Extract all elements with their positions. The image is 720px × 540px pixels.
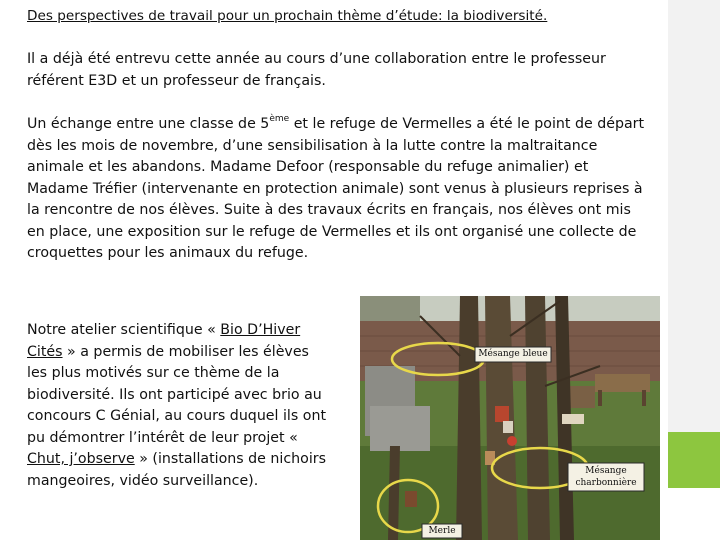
garden-birdhouse-photo xyxy=(360,296,660,540)
paragraph-refuge-exchange xyxy=(27,114,652,265)
side-bar-green-accent xyxy=(668,432,720,488)
project-name-bio-dhiver-cites: Bio D’Hiver Cités xyxy=(27,322,301,360)
project-name-chut-jobserve: Chut, j’observe xyxy=(27,451,135,467)
paragraph-refuge-text-start: Un échange entre une classe de 5 xyxy=(27,116,270,132)
paragraph-collaboration: Il a déjà été entrevu cette année au cours d’une collaboration entre le professeur référent E3D et un professeur de français. xyxy=(27,51,606,89)
paragraph-science-club xyxy=(27,320,332,492)
caption-mesange-charbonniere-line2: charbonnière xyxy=(575,478,637,488)
side-bar-light xyxy=(668,0,720,432)
garden-photo-illustration xyxy=(360,296,660,540)
paragraph-club-text-3: » (installations de nichoirs mangeoires, vidéo surveillance). xyxy=(27,451,326,489)
slide-title: Des perspectives de travail pour un prochain thème d’étude: la biodiversité. xyxy=(27,8,548,24)
paragraph-refuge-text-rest: et le refuge de Vermelles a été le point de départ dès les mois de novembre, d’une sensibilisation à la lutte contre la maltraitance animale et les abandons. Madame Defoor (responsable du refuge animalier) et Madame Tréfier (intervenante en protection animale) sont venus à plusieurs reprises à la rencontre de nos élèves. Suite à des travaux écrits en français, nos élèves ont mis en place, une exposition sur le refuge de Vermelles et ils ont organisé une collecte de croquettes pour les animaux du refuge. xyxy=(27,116,645,261)
paragraph-club-text-1: Notre atelier scientifique « xyxy=(27,322,221,338)
caption-mesange-bleue: Mésange bleue xyxy=(478,349,548,359)
caption-merle: Merle xyxy=(428,526,456,536)
caption-mesange-charbonniere-line1: Mésange xyxy=(585,466,627,476)
paragraph-club-text-2: » a permis de mobiliser les élèves les plus motivés sur ce thème de la biodiversité. Ils ont participé avec brio au concours C Génial, au cours duquel ils ont pu démontrer l’intérêt de leur projet « xyxy=(27,343,327,446)
superscript-eme: ème xyxy=(269,114,290,124)
